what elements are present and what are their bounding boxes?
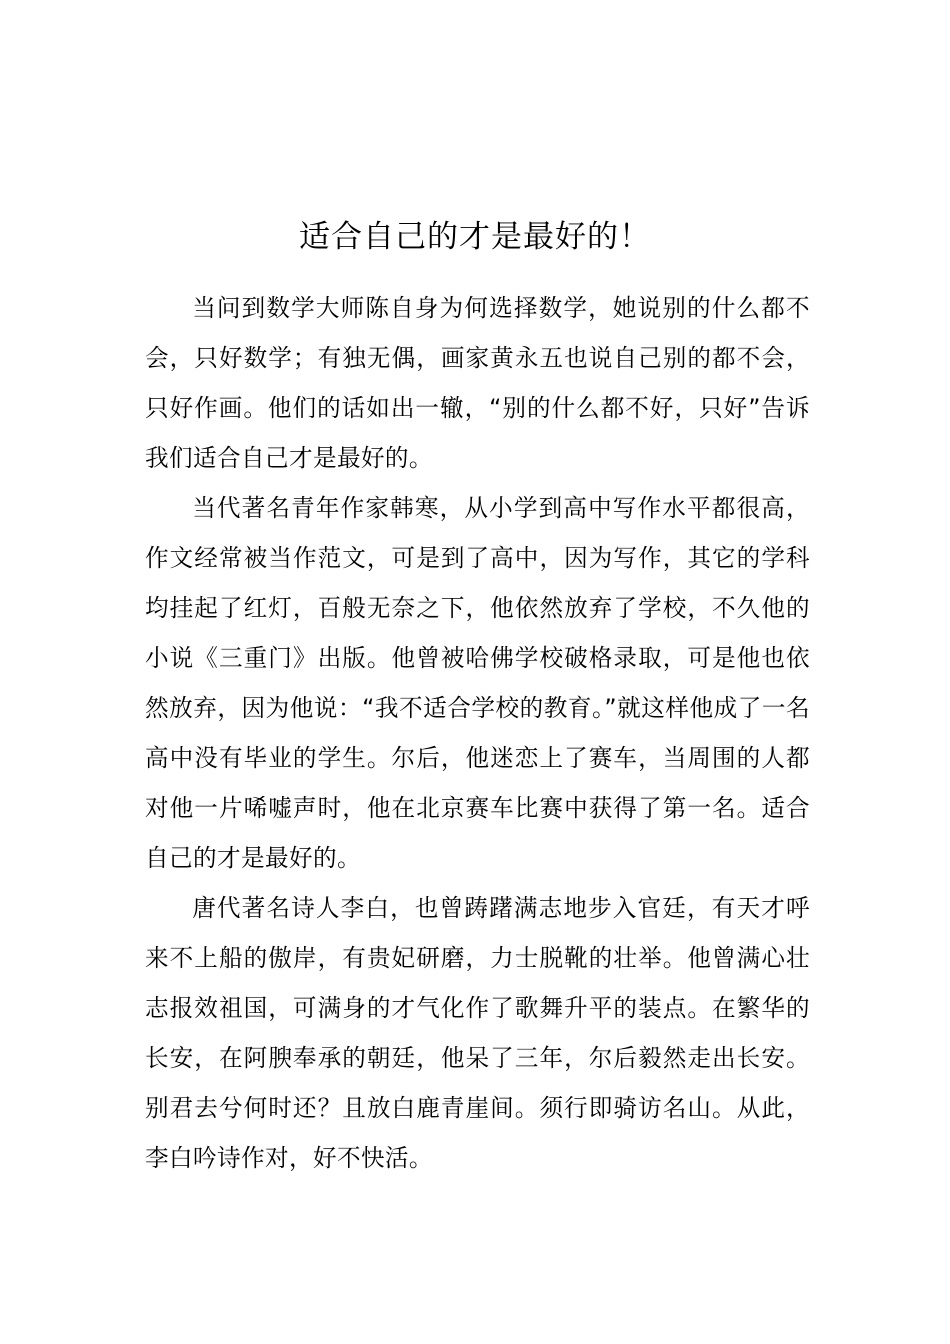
paragraph-1: 当问到数学大师陈自身为何选择数学，她说别的什么都不会，只好数学；有独无偶，画家黄永五也说自己别的都不会，只好作画。他们的话如出一辙，“别的什么都不好，只好”告诉我们适合自己才是最好的。 bbox=[145, 294, 810, 472]
paragraph-2: 当代著名青年作家韩寒，从小学到高中写作水平都很高，作文经常被当作范文，可是到了高中，因为写作，其它的学科均挂起了红灯，百般无奈之下，他依然放弃了学校，不久他的小说《三重门》出版。他曾被哈佛学校破格录取，可是他也依然放弃，因为他说：“我不适合学校的教育。”就这样他成了一名高中没有毕业的学生。尔后，他迷恋上了赛车，当周围的人都对他一片唏嘘声时，他在北京赛车比赛中获得了第一名。适合自己的才是最好的。 bbox=[145, 494, 810, 872]
document-title: 适合自己的才是最好的！ bbox=[299, 219, 651, 255]
document-body bbox=[145, 283, 810, 1183]
paragraph-3: 唐代著名诗人李白，也曾踌躇满志地步入官廷，有天才呼来不上船的傲岸，有贵妃研磨，力士脱靴的壮举。他曾满心壮志报效祖国，可满身的才气化作了歌舞升平的装点。在繁华的长安，在阿腴奉承的朝廷，他呆了三年，尔后毅然走出长安。别君去兮何时还？且放白鹿青崖间。须行即骑访名山。从此，李白吟诗作对，好不快活。 bbox=[145, 894, 810, 1172]
